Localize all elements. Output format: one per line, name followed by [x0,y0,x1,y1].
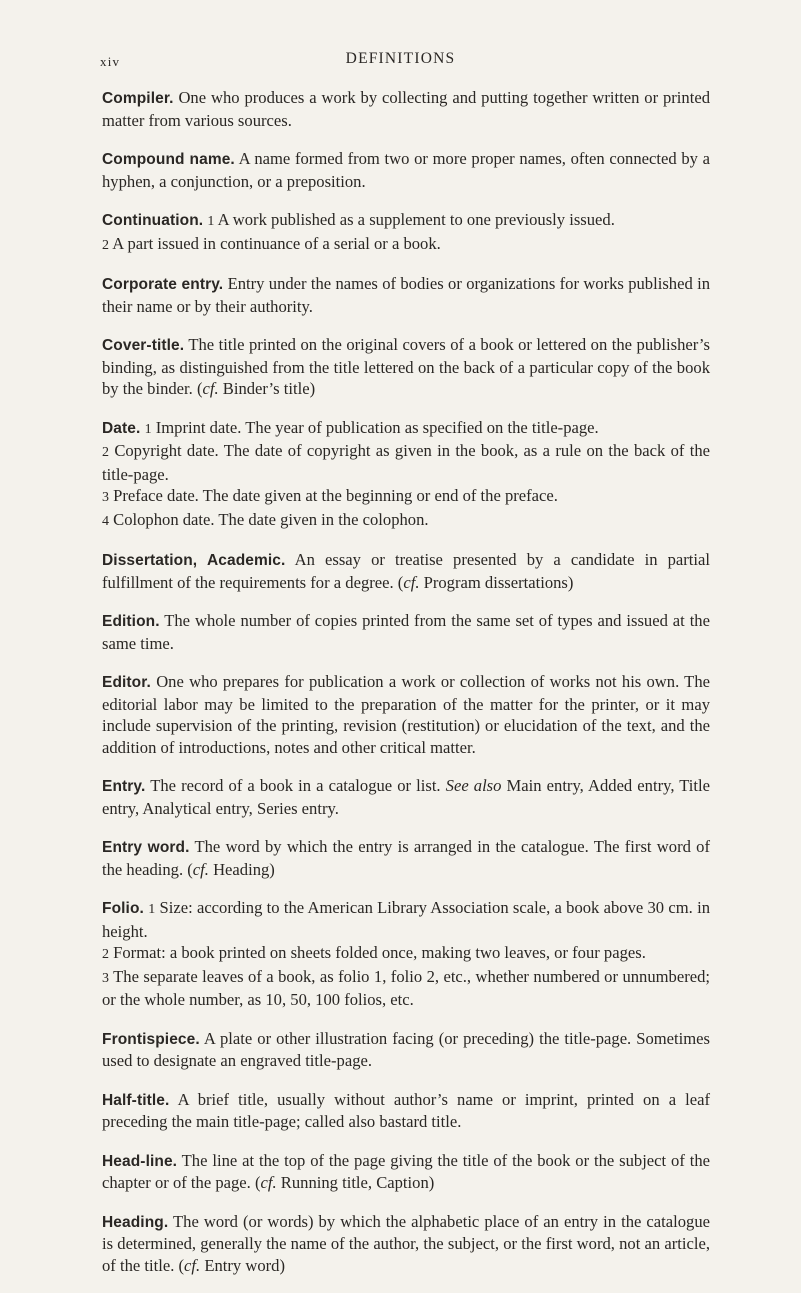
definition-text [102,942,710,966]
cross-reference: Program dissertations [423,572,568,592]
definition-body: An essay or treatise presented by a candidate in partial fulfillment of the requirements for a degree. [102,550,710,592]
definition-text: Dissertation, Academic. An essay or treatise presented by a candidate in partial fulfillment of the requirements for a degree. (cf. Program dissertations) [102,550,710,592]
definition-entry [102,1150,710,1194]
definition-body: Colophon date. The date given in the colophon. [113,509,429,529]
definition-entry [102,1089,710,1133]
definition-body: The separate leaves of a book, as folio 1, folio 2, etc., whether numbered or unnumbered; or the whole number, as 10, 50, 100 folios, etc. [102,966,710,1009]
definition-body: Preface date. The date given at the beginning or end of the preface. [113,486,558,505]
definition-term: Dissertation, Academic. [102,552,286,569]
definition-body: A brief title, usually without author’s name or imprint, printed on a leaf preceding the main title-page; called also bastard title. [102,1089,711,1131]
definition-term: Edition. [102,613,160,630]
definition-entry [102,334,710,400]
definition-term: Entry. [102,778,146,795]
definition-entry [102,836,710,880]
definition-body: Copyright date. The date of copyright as given in the book, as a rule on the back of the title-page. [102,441,710,484]
sense-number: 2 [102,237,109,253]
definition-entry [102,775,710,819]
definition-body: Format: a book printed on sheets folded once, making two leaves, or four pages. [113,943,646,962]
definition-term: Cover-title. [102,337,185,354]
definition-text [102,209,710,233]
sense-number: 1 [148,902,156,917]
see-also-label: See also [445,776,502,795]
definition-text [102,509,710,533]
definition-term: Date. [102,419,141,437]
definition-body: A plate or other illustration facing (or preceding) the title-page. Sometimes used to designate an engraved title-page. [102,1028,710,1070]
definition-text [102,1089,710,1133]
definition-entry [102,87,710,131]
running-title: DEFINITIONS [345,50,456,67]
definition-body: The line at the top of the page giving the title of the book or the subject of the chapter or of the page. [102,1150,711,1192]
definition-text: Heading. The word (or words) by which the alphabetic place of an entry in the catalogue is determined, generally the name of the author, the subject, or the first word, not an article, of the title. (cf. Entry word) [102,1211,710,1275]
see-also-targets: Main entry, Added entry, Title entry, Analytical entry, Series entry. [102,776,711,818]
definition-body: One who produces a work by collecting and putting together written or printed matter from various sources. [102,88,710,130]
definition-term: Continuation. [102,212,204,229]
definition-text: Cover-title. The title printed on the original covers of a book or lettered on the publisher’s binding, as distinguished from the title lettered on the back of a particular copy of the book by the binder. (cf. Binder’s title) [102,335,710,398]
page-header [0,48,801,72]
definition-text [102,671,710,758]
definition-term: Heading. [102,1213,169,1231]
definition-term: Compiler. [102,90,174,107]
cross-reference: Binder’s title [222,379,310,398]
definitions-list [102,87,710,1293]
definition-term: Entry word. [102,839,190,856]
definition-entry [102,1028,710,1072]
definition-body: The title printed on the original covers of a book or lettered on the publisher’s binding, as distinguished from the title lettered on the back of a particular copy of the book by the binder. [102,335,710,398]
definition-text [102,897,710,942]
definition-term: Corporate entry. [102,276,224,293]
sense-number: 3 [102,970,109,986]
definition-text [102,440,710,485]
definition-text [102,417,710,441]
sense-number: 1 [144,421,152,437]
definition-entry [102,209,710,256]
definition-text: Entry word. The word by which the entry is arranged in the catalogue. The first word of the heading. (cf. Heading) [102,837,710,879]
definition-body: One who prepares for publication a work or collection of works not his own. The editorial labor may be limited to the preparation of the matter for the printer, or it may include supervision of the printing, revision (restitution) or elucidation of the text, and the addition of introductions, notes and other critical matter. [102,672,710,757]
cf-label: cf. [260,1173,277,1192]
cf-label: cf. [403,572,420,592]
sense-number: 2 [102,445,109,460]
sense-number: 2 [102,947,109,962]
sense-number: 4 [102,513,109,529]
definition-entry [102,897,710,1011]
definition-entry [102,549,710,593]
definition-entry [102,610,710,654]
definition-term: Editor. [102,674,151,691]
definition-body: Entry under the names of bodies or organizations for works published in their name or by their authority. [102,274,710,316]
definition-text [102,273,710,317]
cf-label: cf. [202,379,219,398]
definition-body: Size: according to the American Library Association scale, a book above 30 cm. in height. [102,898,710,941]
definition-entry [102,671,710,758]
definition-text [102,1028,710,1072]
definition-text [102,233,710,257]
definition-text [102,775,710,819]
sense-number: 1 [207,214,215,229]
definition-entry [102,273,710,317]
definition-body: The word (or words) by which the alphabetic place of an entry in the catalogue is determined, generally the name of the author, the subject, or the first word, not an article, of the title. [102,1211,710,1275]
definition-text [102,610,710,654]
definition-term: Head-line. [102,1152,178,1170]
definition-entry [102,417,710,533]
cross-reference: Running title, Caption [280,1173,429,1192]
definition-body: The record of a book in a catalogue or list. [150,776,441,795]
definition-text [102,485,710,509]
definition-text: Head-line. The line at the top of the page giving the title of the book or the subject of the chapter or of the page. (cf. Running title, Caption) [102,1150,711,1192]
cf-label: cf. [184,1255,201,1275]
definition-term: Half-title. [102,1091,170,1109]
definition-body: Imprint date. The year of publication as specified on the title-page. [155,417,599,437]
page-number: xiv [100,54,121,69]
cross-reference: Entry word [204,1255,280,1275]
definition-term: Compound name. [102,151,235,168]
cross-reference: Heading [213,859,270,879]
definition-entry [102,148,710,192]
definition-entry [102,1211,710,1277]
definition-body: The whole number of copies printed from the same set of types and issued at the same time. [102,611,710,653]
definition-term: Frontispiece. [102,1030,200,1048]
definition-body: A part issued in continuance of a serial or a book. [112,233,441,253]
definition-body: The word by which the entry is arranged in the catalogue. The first word of the heading. [102,837,710,879]
definition-text [102,148,710,192]
definition-body: A name formed from two or more proper names, often connected by a hyphen, a conjunction, or a preposition. [102,149,710,191]
definition-text [102,87,710,131]
cf-label: cf. [192,859,209,879]
sense-number: 3 [102,490,109,505]
definition-term: Folio. [102,900,144,917]
definition-body: A work published as a supplement to one previously issued. [217,210,615,229]
definition-text [102,966,710,1011]
